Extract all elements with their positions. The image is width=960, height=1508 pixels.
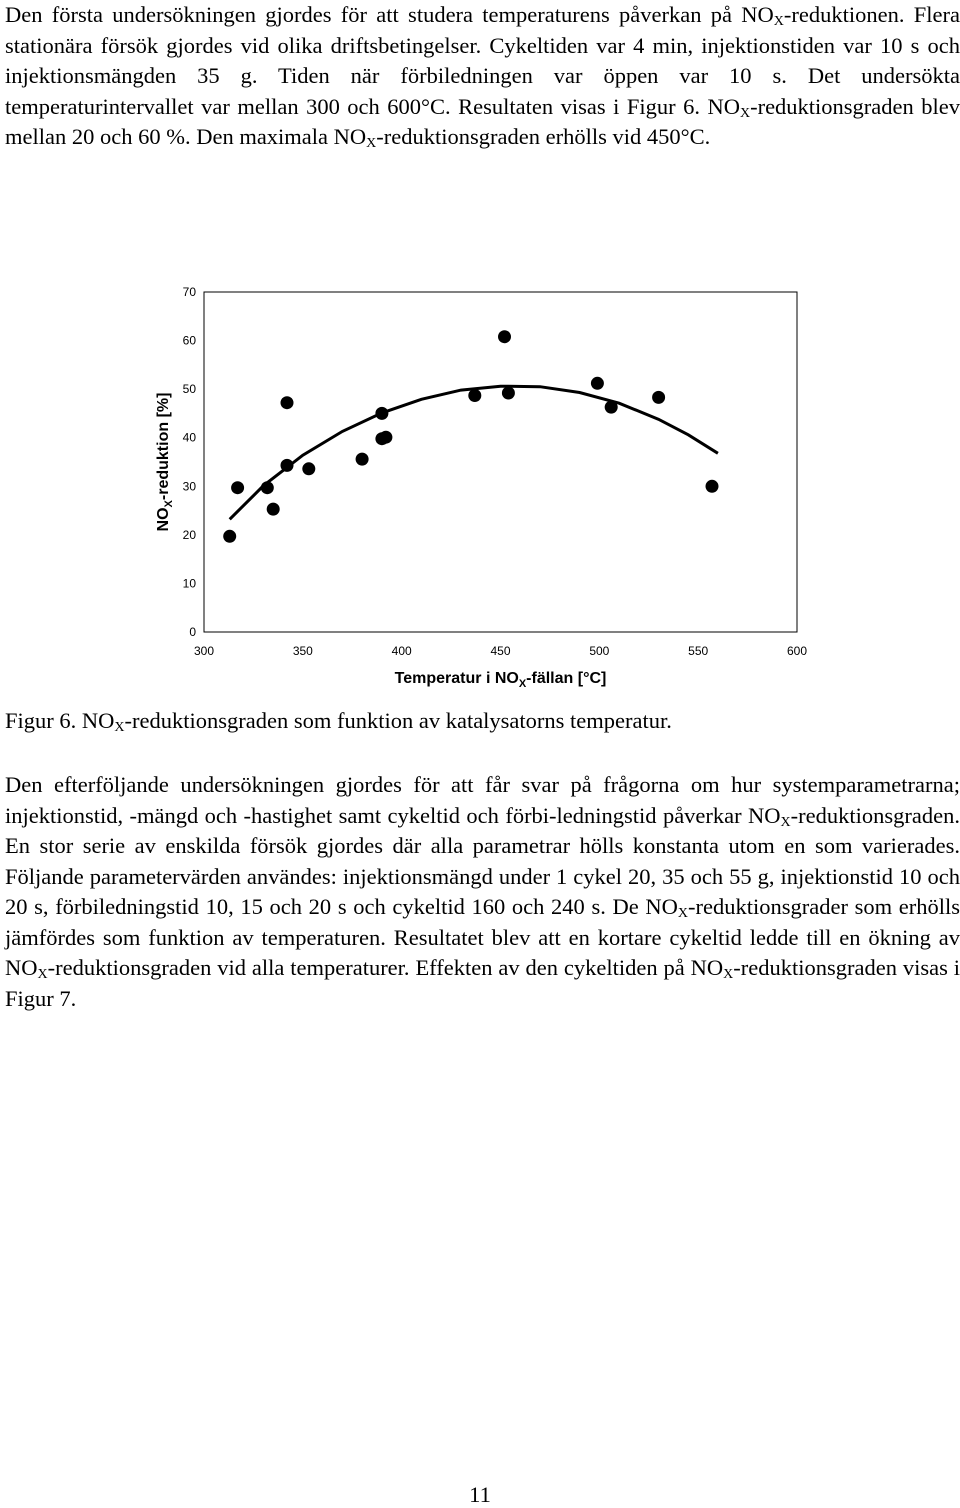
- data-point: [502, 387, 515, 400]
- page-number: 11: [469, 1482, 491, 1507]
- data-point: [498, 330, 511, 343]
- data-point: [379, 431, 392, 444]
- data-point: [261, 481, 274, 494]
- x-tick-label: 300: [193, 644, 215, 658]
- figure-6-chart: [0, 270, 960, 700]
- scatter-plot: [0, 270, 960, 700]
- y-tick-label: 0: [189, 625, 196, 639]
- y-tick-labels: [183, 285, 197, 639]
- y-tick-label: 50: [182, 382, 196, 397]
- x-tick-label: 600: [786, 644, 808, 658]
- y-tick-label: 10: [182, 576, 196, 591]
- data-point: [302, 462, 315, 475]
- body-paragraph: Den efterföljande undersökningen gjordes för att får svar på frågorna om hur systemparametrarna; injektionstid, -mängd och -hastighet samt cykeltid och förbi-ledningstid påverkar $NO_X$-reduktionsgraden. En stor serie av enskilda försök gjordes där alla parametrar hölls konstanta utom en som varierades. Följande parametervärden användes: injektionsmängd under 1 cykel 20, 35 och 55 g, injektionstid 10 och 20 s, förbiledningstid 10, 15 och 20 s och cykeltid 160 och 240 s. De $NO_X$-reduktionsgrader som erhölls jämfördes som funktion av temperaturen. Resultatet blev att en kortare cykeltid ledde till en ökning av $NO_X$-reduktionsgraden vid alla temperaturer. Effekten av den cykeltiden på $NO_X$-reduktionsgraden visas i Figur 7.: [5, 772, 960, 1011]
- data-point: [652, 391, 665, 404]
- trendline: [230, 386, 718, 519]
- data-point: [706, 480, 719, 493]
- y-tick-label: 40: [182, 430, 196, 445]
- y-tick-label: 70: [182, 285, 196, 299]
- data-point: [468, 389, 481, 402]
- data-point: [356, 453, 369, 466]
- data-points: [223, 330, 718, 543]
- intro-paragraph: Den första undersökningen gjordes för att studera temperaturens påverkan på $NO_X$-reduktionen. Flera stationära försök gjordes vid olika driftsbetingelser. Cykeltiden var 4 min, injektionstiden var 10 s och injektionsmängden 35 g. Tiden när förbiledningen var öppen var 10 s. Det undersökta temperaturintervallet var mellan 300 och 600°C. Resultaten visas i Figur 6. $NO_X$-reduktionsgraden blev mellan 20 och 60 %. Den maximala $NO_X$-reduktionsgraden erhölls vid 450°C.: [5, 2, 960, 151]
- data-point: [375, 407, 388, 420]
- x-tick-label: 450: [490, 644, 511, 658]
- data-point: [591, 377, 604, 390]
- x-tick-label: 350: [292, 644, 313, 658]
- data-point: [231, 481, 244, 494]
- y-tick-label: 30: [182, 479, 196, 494]
- data-point: [223, 530, 236, 543]
- data-point: [267, 503, 280, 516]
- x-tick-label: 400: [391, 644, 412, 658]
- data-point: [605, 401, 618, 414]
- x-tick-labels: [194, 644, 807, 658]
- y-axis-title: $NO_X$-reduktion [%]: [155, 392, 175, 532]
- data-point: [281, 459, 294, 472]
- x-tick-label: 550: [688, 644, 709, 658]
- x-tick-label: 500: [589, 644, 610, 658]
- data-point: [281, 396, 294, 409]
- figure-caption: Figur 6. $NO_X$-reduktionsgraden som funktion av katalysatorns temperatur.: [5, 708, 672, 735]
- y-tick-label: 60: [182, 333, 196, 348]
- x-axis-title: Temperatur i $NO_X$-fällan [°C]: [394, 670, 607, 690]
- trendline-group: [230, 386, 718, 519]
- y-tick-label: 20: [182, 527, 196, 542]
